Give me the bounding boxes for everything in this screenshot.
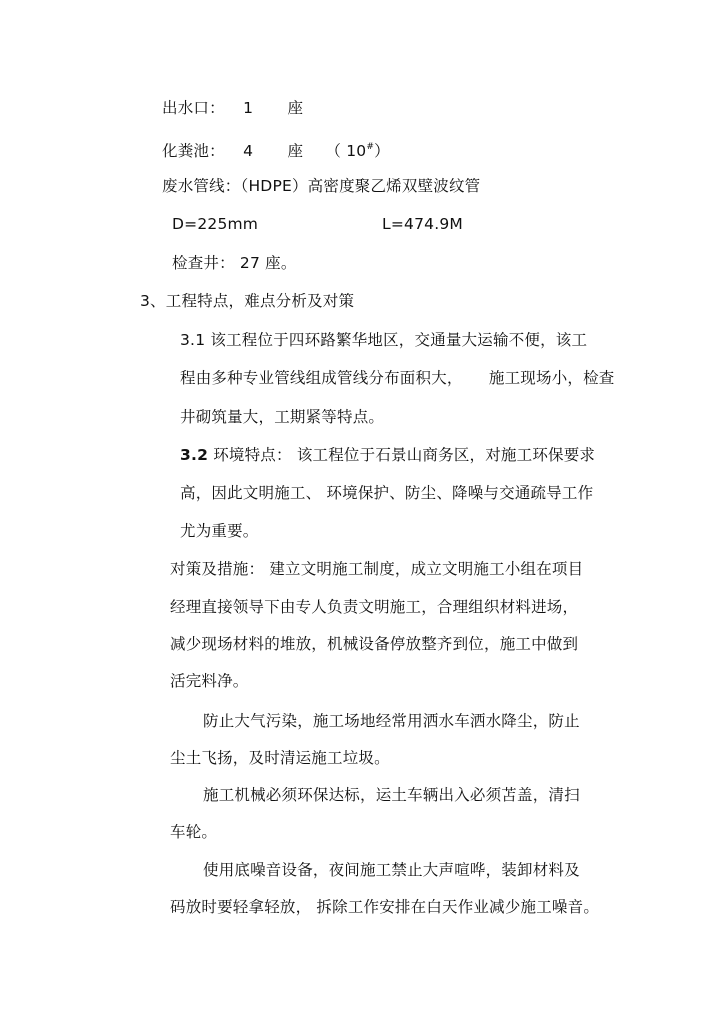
diameter-value: D=225mm [172, 215, 259, 233]
p32-line-2: 高，因此文明施工、 环境保护、防尘、降噪与交通疏导工作 [180, 484, 594, 502]
p31-line-3: 井砌筑量大，工期紧等特点。 [180, 408, 385, 426]
manhole-line: 检查井： 27 座。 [172, 254, 297, 272]
outlet-label: 出水口： [162, 99, 225, 117]
septic-count: 4 [243, 142, 254, 160]
measures-line-3: 减少现场材料的堆放，机械设备停放整齐到位，施工中做到 [170, 635, 579, 653]
septic-spec: （ 10 [325, 142, 367, 160]
septic-line [162, 136, 390, 162]
measures-line-4: 活完料净。 [170, 672, 249, 690]
p31-text-2b: 施工现场小，检查 [488, 369, 615, 387]
dust-line-1: 防止大气污染，施工场地经常用洒水车洒水降尘，防止 [203, 712, 580, 730]
measures-line-1: 对策及措施： 建立文明施工制度，成立文明施工小组在项目 [170, 560, 584, 578]
noise-line-2: 码放时要轻拿轻放， 拆除工作安排在白天作业减少施工噪音。 [170, 898, 600, 916]
septic-label: 化粪池： [162, 142, 225, 160]
p32-text-1: 环境特点： 该工程位于石景山商务区，对施工环保要求 [208, 446, 596, 464]
measures-line-2: 经理直接领导下由专人负责文明施工，合理组织材料进场， [170, 598, 579, 616]
outlet-count: 1 [243, 99, 254, 117]
length-value: L=474.9M [382, 215, 463, 233]
p31-line-1 [180, 329, 587, 351]
outlet-line [162, 97, 303, 119]
outlet-unit: 座 [287, 99, 304, 117]
p32-number: 3.2 [180, 446, 209, 464]
septic-unit: 座 [287, 142, 304, 160]
septic-spec-sup: # [366, 142, 375, 152]
p31-text-1: 该工程位于四环路繁华地区，交通量大运输不便，该工 [205, 331, 588, 349]
p31-number: 3.1 [180, 331, 206, 349]
p31-line-2 [180, 367, 615, 389]
p31-text-2a: 程由多种专业管线组成管线分布面积大， [180, 369, 463, 387]
section-heading: 3、工程特点，难点分析及对策 [140, 292, 355, 310]
pipe-line: 废水管线：（HDPE）高密度聚乙烯双壁波纹管 [162, 177, 481, 195]
septic-spec-close: ） [374, 142, 390, 160]
dust-line-2: 尘土飞扬，及时清运施工垃圾。 [170, 749, 390, 767]
machinery-line-2: 车轮。 [170, 823, 218, 841]
machinery-line-1: 施工机械必须环保达标，运土车辆出入必须苫盖，清扫 [203, 786, 580, 804]
p32-line-1 [180, 444, 595, 466]
noise-line-1: 使用底噪音设备，夜间施工禁止大声喧哗，装卸材料及 [203, 861, 580, 879]
p32-line-3: 尤为重要。 [180, 522, 259, 540]
